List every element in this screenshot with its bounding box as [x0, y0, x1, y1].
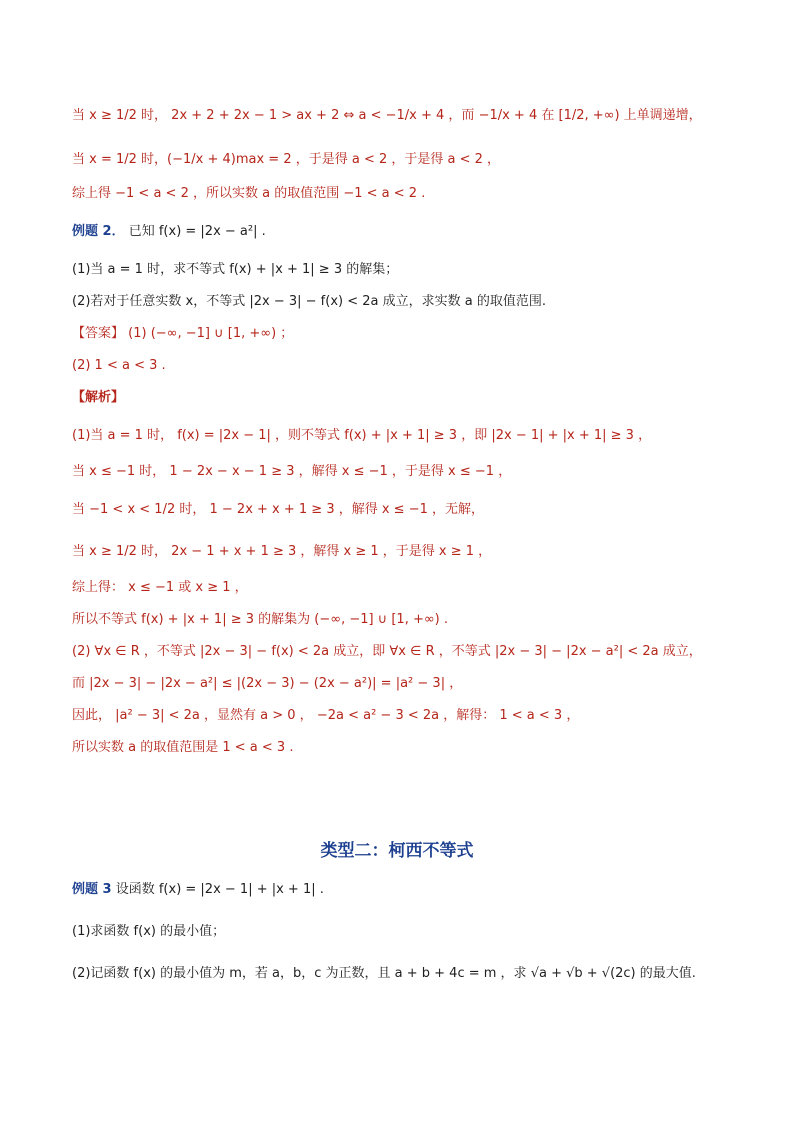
example3-header: [72, 880, 324, 900]
example3-question-1: (1)求函数 f(x) 的最小值；: [72, 924, 226, 939]
solution-line-1: (1)当 a = 1 时， f(x) = |2x − 1| ，则不等式 f(x) + |x + 1| ≥ 3 ，即 |2x − 1| + |x + 1| ≥ 3 ，: [72, 428, 652, 443]
example2-header: [72, 222, 266, 242]
example2-title: 例题 2．: [72, 224, 125, 239]
solution-line-10: 所以实数 a 的取值范围是 1 < a < 3 .: [72, 740, 294, 755]
answer-label: 【答案】: [72, 326, 125, 341]
example3-title: 例题 3: [72, 882, 112, 897]
example2-question-2: (2)若对于任意实数 x，不等式 |2x − 3| − f(x) < 2a 成立，求实数 a 的取值范围.: [72, 294, 546, 309]
example1-line-1: 当 x ≥ 1/2 时， 2x + 2 + 2x − 1 > ax + 2 ⇔ a < −1/x + 4 ，而 −1/x + 4 在 [1/2, +∞) 上单调递增，: [72, 108, 702, 123]
example2-statement: 已知 f(x) = |2x − a²| .: [128, 224, 266, 239]
example3-statement: 设函数 f(x) = |2x − 1| + |x + 1| .: [115, 882, 324, 897]
solution-line-5: 综上得： x ≤ −1 或 x ≥ 1 ，: [72, 580, 248, 595]
example2-question-1: (1)当 a = 1 时，求不等式 f(x) + |x + 1| ≥ 3 的解集；: [72, 262, 399, 277]
solution-line-8: 而 |2x − 3| − |2x − a²| ≤ |(2x − 3) − (2x − a²)| = |a² − 3| ，: [72, 676, 463, 691]
answer-part-1: (1) (−∞, −1] ∪ [1, +∞) ；: [128, 326, 294, 341]
solution-line-9: 因此， |a² − 3| < 2a ，显然有 a > 0 ， −2a < a² − 3 < 2a ，解得： 1 < a < 3 ，: [72, 708, 580, 723]
answer-row: [72, 324, 293, 344]
answer-part-2: (2) 1 < a < 3 .: [72, 358, 166, 373]
analysis-label: 【解析】: [72, 390, 125, 405]
solution-line-7: (2) ∀x ∈ R ，不等式 |2x − 3| − f(x) < 2a 成立，即 ∀x ∈ R ，不等式 |2x − 3| − |2x − a²| < 2a 成立，: [72, 644, 702, 659]
example1-line-2: 当 x = 1/2 时，(−1/x + 4)max = 2 ，于是得 a < 2 ，于是得 a < 2 ，: [72, 152, 501, 167]
solution-line-4: 当 x ≥ 1/2 时， 2x − 1 + x + 1 ≥ 3 ，解得 x ≥ 1 ，于是得 x ≥ 1 ，: [72, 544, 492, 559]
solution-line-2: 当 x ≤ −1 时， 1 − 2x − x − 1 ≥ 3 ，解得 x ≤ −1 ，于是得 x ≤ −1 ，: [72, 464, 512, 479]
section-heading: 类型二：柯西不等式: [320, 841, 474, 861]
example3-question-2: (2)记函数 f(x) 的最小值为 m，若 a，b，c 为正数，且 a + b + 4c = m ，求 √a + √b + √(2c) 的最大值.: [72, 966, 696, 981]
solution-line-6: 所以不等式 f(x) + |x + 1| ≥ 3 的解集为 (−∞, −1] ∪ [1, +∞) .: [72, 612, 449, 627]
solution-line-3: 当 −1 < x < 1/2 时， 1 − 2x + x + 1 ≥ 3 ，解得 x ≤ −1 ，无解，: [72, 502, 485, 517]
example1-line-3: 综上得 −1 < a < 2 ，所以实数 a 的取值范围 −1 < a < 2 .: [72, 186, 426, 201]
